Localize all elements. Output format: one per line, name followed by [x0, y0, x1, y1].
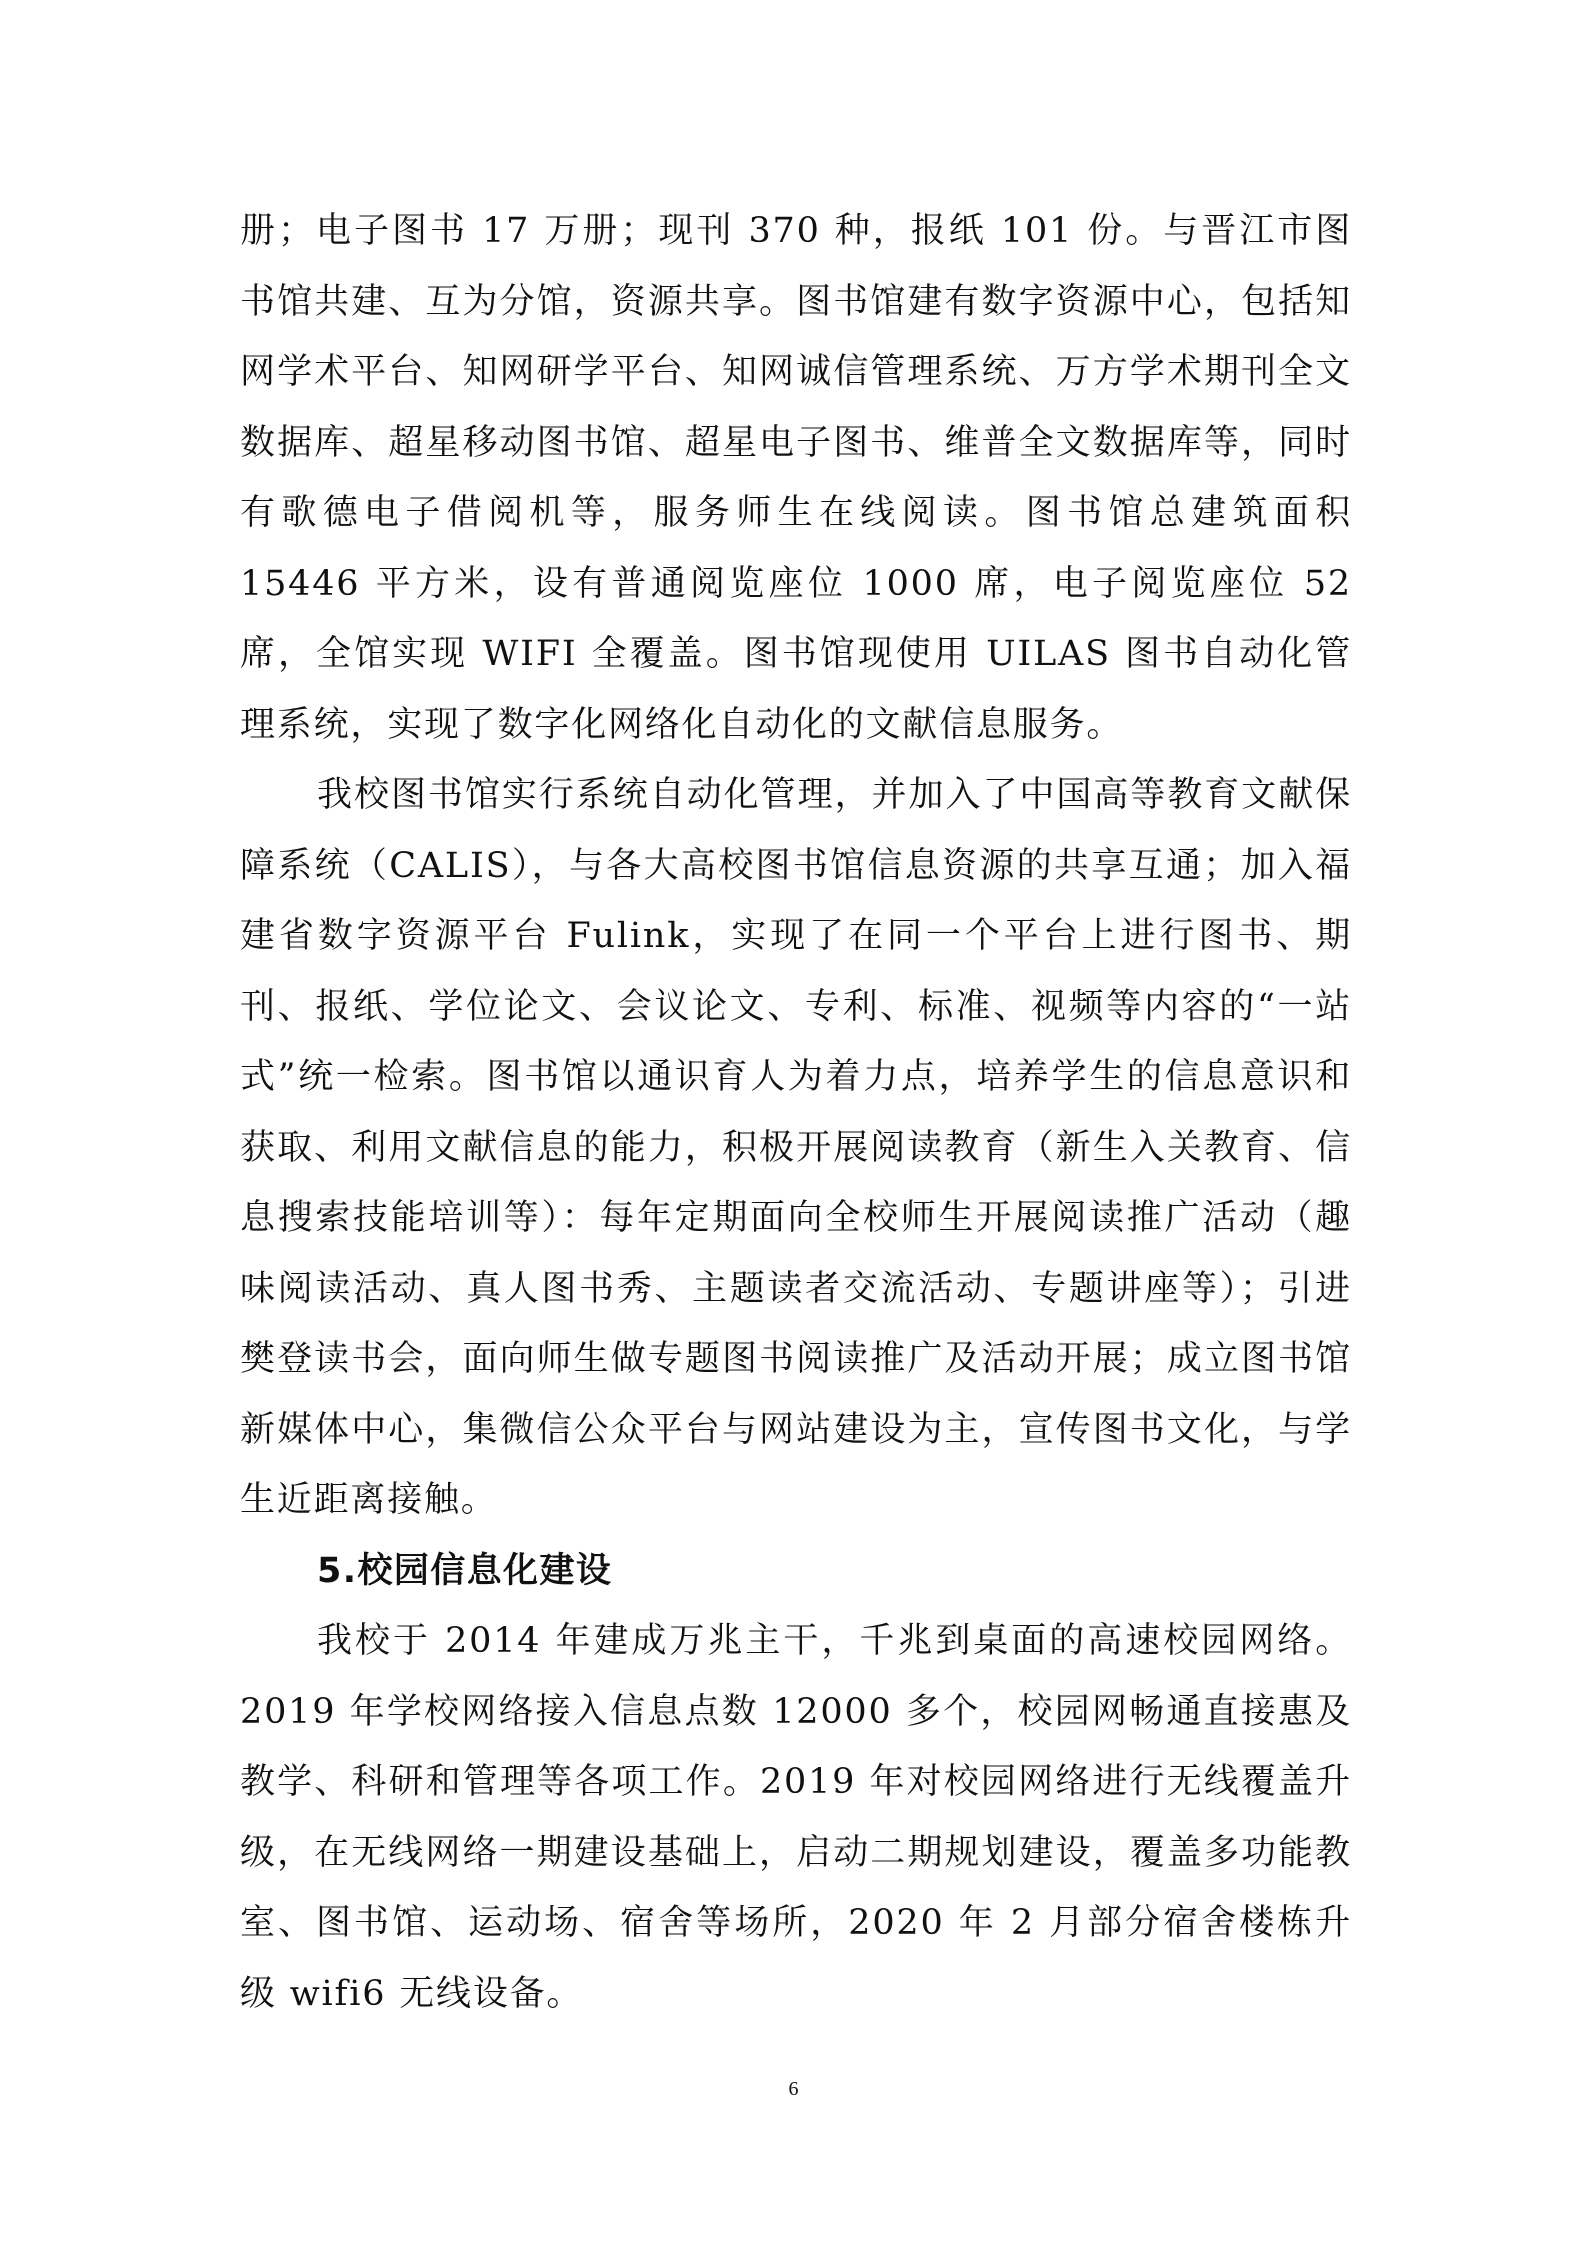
paragraph-library-resources: 册；电子图书 17 万册；现刊 370 种，报纸 101 份。与晋江市图书馆共建、互为分馆，资源共享。图书馆建有数字资源中心，包括知网学术平台、知网研学平台、知网诚信管理系统、万方学术期刊全文数据库、超星移动图书馆、超星电子图书、维普全文数据库等，同时有歌德电子借阅机等，服务师生在线阅读。图书馆总建筑面积 15446 平方米，设有普通阅览座位 1000 席，电子阅览座位 52 席，全馆实现 WIFI 全覆盖。图书馆现使用 UILAS 图书自动化管理系统，实现了数字化网络化自动化的文献信息服务。: [240, 211, 1352, 745]
page-number: 6: [788, 2078, 799, 2100]
page-content: [240, 196, 1352, 2029]
section-heading-campus-it: 5.校园信息化建设: [317, 1550, 613, 1591]
paragraph-campus-network: 我校于 2014 年建成万兆主干，千兆到桌面的高速校园网络。2019 年学校网络接入信息点数 12000 多个，校园网畅通直接惠及教学、科研和管理等各项工作。2019 年对校园网络进行无线覆盖升级，在无线网络一期建设基础上，启动二期规划建设，覆盖多功能教室、图书馆、运动场、宿舍等场所，2020 年 2 月部分宿舍楼栋升级 wifi6 无线设备。: [240, 1621, 1352, 2014]
paragraph-library-automation: 我校图书馆实行系统自动化管理，并加入了中国高等教育文献保障系统（CALIS），与各大高校图书馆信息资源的共享互通；加入福建省数字资源平台 Fulink，实现了在同一个平台上进行图书、期刊、报纸、学位论文、会议论文、专利、标准、视频等内容的“一站式”统一检索。图书馆以通识育人为着力点，培养学生的信息意识和获取、利用文献信息的能力，积极开展阅读教育（新生入关教育、信息搜索技能培训等）：每年定期面向全校师生开展阅读推广活动（趣味阅读活动、真人图书秀、主题读者交流活动、专题讲座等）；引进樊登读书会，面向师生做专题图书阅读推广及活动开展；成立图书馆新媒体中心，集微信公众平台与网站建设为主，宣传图书文化，与学生近距离接触。: [240, 775, 1352, 1520]
